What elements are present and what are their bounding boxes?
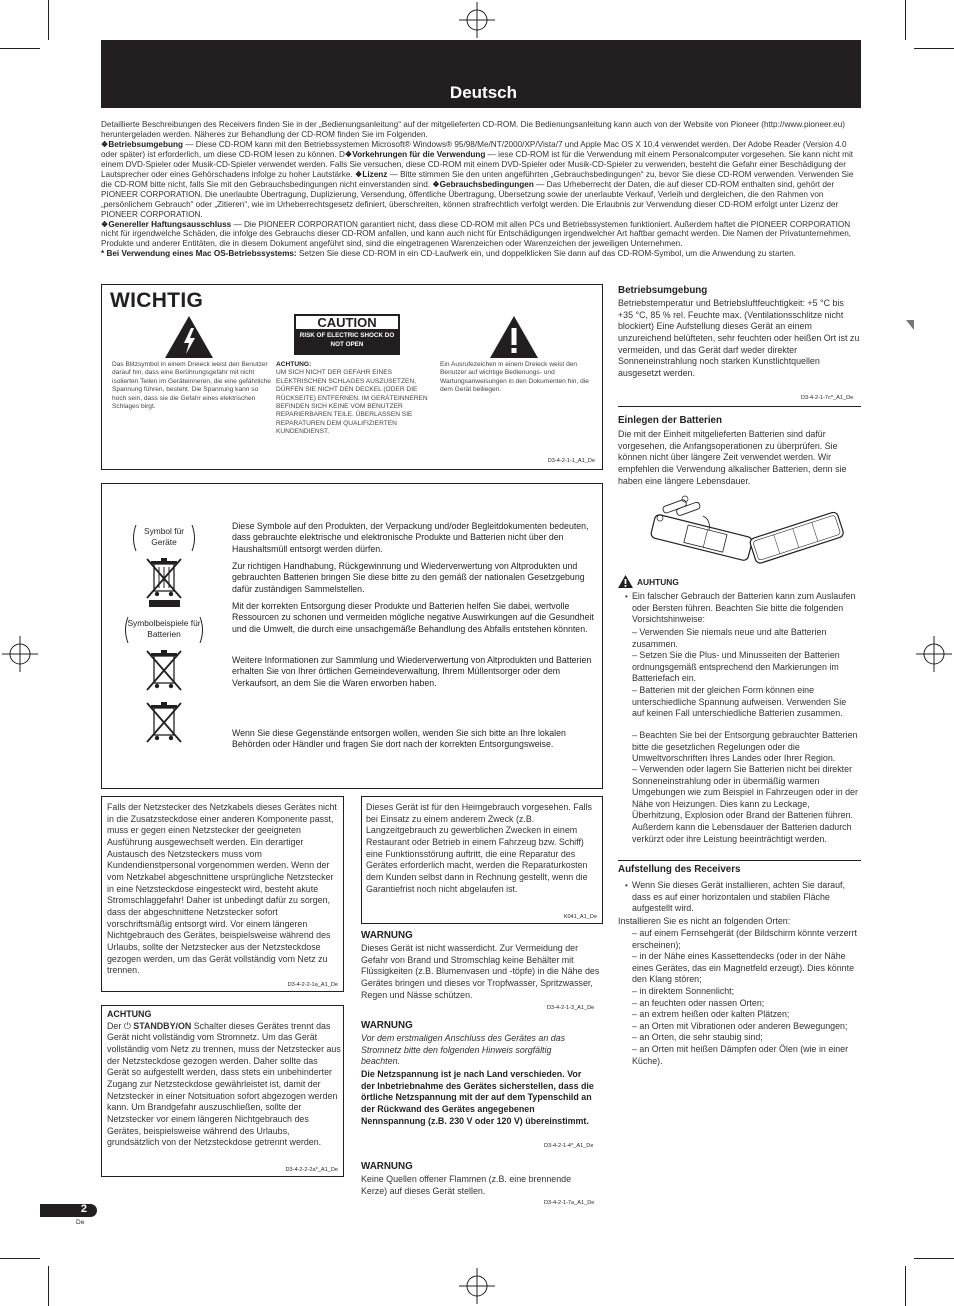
- list-item: – an Orten mit Vibrationen oder anderen Bewegungen;: [632, 1021, 848, 1031]
- intro-section: [101, 120, 861, 259]
- warning-head: WARNUNG: [361, 1020, 413, 1031]
- disposal-box: [101, 483, 603, 789]
- battery-caution-head: AUHTUNG: [637, 577, 679, 587]
- disclaimer-label: ❖Genereller Haftungsausschluss: [101, 219, 232, 229]
- document-code: D3-4-2-1-7c*_A1_De: [801, 395, 854, 401]
- placement-intro: Installieren Sie es nicht an folgenden Orten:: [618, 916, 791, 926]
- mac-note-label: * Bei Verwendung eines Mac OS-Betriebssystems:: [101, 249, 297, 259]
- warning-water-text: Dieses Gerät ist nicht wasserdicht. Zur Vermeidung der Gefahr von Brand und Stromschlag keine Behälter mit Flüssigkeiten (z.B. Blumenvasen und -töpfe) in die Nähe des Gerätes bringen und dieses vor Tropfwasser, Spritzwasser, Regen und Nässe schützen.: [361, 943, 600, 1000]
- battery-caution-bullet: Ein falscher Gebrauch der Batterien kann zum Auslaufen oder Bersten führen. Beachten Sie bitte die folgenden Vorsichtshinweise:: [632, 591, 856, 625]
- remote-battery-illustration: [645, 494, 845, 574]
- page-number-tab: [40, 1204, 97, 1217]
- operating-environment-text: Betriebstemperatur und Betriebsluftfeuchtigkeit: +5 °C bis +35 °C, 85 % rel. Feuchte max. (Ventilationsschlitze nicht blockiert) Eine Aufstellung dieses Gerät an einem unzureichend belüfteten, sehr feuchten oder heißen Ort ist zu vermeiden, und das Gerät darf weder direkter Sonneneinstrahlung noch starken Kunstlichtquellen ausgesetzt werden.: [618, 298, 860, 378]
- crop-mark: [48, 1266, 49, 1306]
- terms-of-use-label: ❖Gebrauchsbedingungen: [432, 179, 534, 189]
- warning-voltage-intro: Vor dem erstmaligen Anschluss des Gerätes an das Stromnetz bitte den folgenden Hinweis sorgfältig beachten.: [361, 1033, 566, 1067]
- warning-triangle-icon: [618, 575, 633, 588]
- document-code: D3-4-2-1-1_A1_De: [547, 458, 595, 464]
- crossed-bin-icon: [144, 700, 184, 746]
- precautions-text: — iese CD-ROM ist für die Verwendung mit einem Personalcomputer vorgesehen. Sie kann nicht mit einem DVD-Spieler oder Musik-CD-Spieler verwendet werden. Falls Sie versuchen, diese CD-ROM mit einem DVD-Spieler oder Musik-CD-Spieler zu verwenden, besteht die Gefahr einer Beschädigung der Lautsprecher oder eines Gehörschadens infolge zu hoher Lautstärke.: [101, 149, 854, 179]
- bullet-icon: •: [625, 881, 628, 890]
- document-code: D3-4-2-2-2a*_A1_De: [285, 1167, 338, 1173]
- lightning-explanation: Das Blitzsymbol in einem Dreieck weist den Benutzer darauf hin, dass eine Berührungsgefahr mit nicht isolierten Teilen im Geräteinneren, die eine gefährliche Spannung führen, besteht. Die Spannung kann so hoch sein, dass sie die Gefahr eines elektrischen Schlages birgt.: [112, 361, 271, 411]
- exclamation-explanation: Ein Ausrufezeichen in einem Dreieck weist den Benutzer auf wichtige Bedienungs- und Wartungsanweisungen in den Dokumenten hin, die dem Gerät beiliegen.: [440, 361, 589, 394]
- battery-symbol-label: Symbolbeispiele für Batterien: [127, 618, 201, 639]
- disposal-paragraph: Diese Symbole auf den Produkten, der Verpackung und/oder Begleitdokumenten bedeuten, dass gebrauchte elektrische und elektronische Produkte und Batterien nicht über den Haushaltsmüll entsorgt werden dürfen.: [232, 521, 589, 554]
- section-head-receiver-placement: Aufstellung des Receivers: [618, 864, 741, 875]
- bullet-icon: •: [625, 592, 628, 601]
- list-item: – an Orten mit heißen Dämpfen oder Ölen (wie in einer Küche).: [632, 1044, 849, 1066]
- disclaimer-paragraph: [101, 220, 861, 250]
- terms-of-use-text: — Das Urheberrecht der Daten, die auf dieser CD-ROM enthalten sind, gehört der PIONEER CORPORATION. Die unerlaubte Übertragung, Duplizierung, Versendung, öffentliche Übertragung, Übersetzung sowie der unerlaubte Verkauf, Verleih und dergleichen, die den Rahmen von „persönlichem Gebrauch“ oder „Zitieren“, wie im Urheberrechtsgesetz definiert, überschreiten, können strafrechtlich verfolgt werden. Die Erlaubnis zur Verwendung dieser CD-ROM erfolgt unter Lizenz der PIONEER CORPORATION.: [101, 179, 839, 219]
- standby-caution-head: ACHTUNG: [107, 1009, 152, 1019]
- disposal-paragraph: Mit der korrekten Entsorgung dieser Produkte und Batterien helfen Sie dabei, wertvolle Ressourcen zu schonen und vermeiden mögliche negative Auswirkungen auf die Gesundheit und die Umwelt, die durch eine unsachgemäße Behandlung des Abfalls entstehen könnten.: [232, 601, 594, 634]
- crop-mark: [914, 48, 954, 49]
- document-code: D3-4-2-2-1a_A1_De: [287, 982, 338, 988]
- list-item: – an Orten, die sehr staubig sind;: [632, 1032, 763, 1042]
- crop-mark: [0, 1258, 40, 1259]
- corner-marker-icon: [906, 320, 914, 330]
- standby-caution-text: [107, 1009, 341, 1149]
- list-item: – Beachten Sie bei der Entsorgung gebrauchter Batterien bitte die gesetzlichen Regelungen oder die Umweltvorschriften Ihres Landes oder Ihrer Region.: [632, 730, 858, 764]
- registration-mark-icon: [459, 1268, 495, 1304]
- black-bar-icon: [149, 600, 180, 607]
- operating-env-label: ❖Betriebsumgebung: [101, 139, 183, 149]
- warning-flame-text: Keine Quellen offener Flammen (z.B. eine brennende Kerze) auf dieses Gerät stellen.: [361, 1174, 572, 1196]
- power-plug-box: [101, 796, 344, 992]
- caution-subtitle: RISK OF ELECTRIC SHOCK DO NOT OPEN: [299, 332, 395, 348]
- registration-mark-icon: [459, 2, 495, 38]
- crop-mark: [905, 1266, 906, 1306]
- power-icon: ⏻: [123, 1020, 131, 1031]
- important-title: WICHTIG: [110, 289, 204, 312]
- crop-mark: [914, 1258, 954, 1259]
- document-code: D3-4-2-1-7a_A1_De: [544, 1200, 595, 1206]
- list-item: – Verwenden oder lagern Sie Batterien nicht bei direkter Sonneneinstrahlung oder in übermäßig warmen Umgebungen wie zum Beispiel in Fahrzeugen oder in der Nähe von Heizungen. Dies kann zu Leckage, Überhitzung, Explosion oder Brand der Batterien führen. Außerdem kann die Lebensdauer der Batterien dadurch verkürzt oder ihre Leistung beeinträchtigt werden.: [632, 764, 858, 844]
- caution-explanation-text: UM SICH NICHT DER GEFAHR EINES ELEKTRISCHEN SCHLAGES AUSZUSETZEN, DÜRFEN SIE NICHT DEN DECKEL (ODER DIE RÜCKSEITE) ENTFERNEN. IM GERÄTEINNEREN BEFINDEN SICH KEINE VOM BENUTZER REPARIERBAREN TEILE. ÜBERLASSEN SIE REPARATUREN DEM QUALIFIZIERTEN KUNDENDIENST.: [276, 369, 428, 436]
- cdrom-terms-paragraph: [101, 140, 861, 220]
- standby-pre: Der: [107, 1020, 124, 1031]
- section-head-operating-environment: Betriebsumgebung: [618, 285, 708, 296]
- mac-note-text: Setzen Sie diese CD-ROM in ein CD-Laufwerk ein, und doppelklicken Sie dann auf das CD-ROM-Symbol, um die Anwendung zu starten.: [296, 249, 796, 259]
- operating-env-text: — Diese CD-ROM kann mit den Betriebssystemen Microsoft® Windows® 95/98/Me/NT/2000/XP/Vista/7 und Apple Mac OS X 10.4 verwendet werden. Der Adobe Reader (Version 4.0 oder später) ist erforderlich, um diese CD-ROM lesen zu können. D: [101, 139, 847, 159]
- disposal-paragraph: Zur richtigen Handhabung, Rückgewinnung und Wiederverwertung von Altprodukten und gebrauchten Batterien bringen Sie diese bitte zu den gemäß der nationalen Gesetzgebung dafür zuständigen Sammelstellen.: [232, 561, 585, 594]
- crop-mark: [48, 0, 49, 40]
- standby-body: Schalter dieses Gerätes trennt das Gerät nicht vollständig vom Stromnetz. Um das Gerät vollständig vom Netz zu trennen, muss der Netzstecker aus der Netzsteckdose gezogen werden. Daher sollte das Gerät so aufgestellt werden, dass stets ein unbehinderter Zugang zur Netzsteckdose gewährleistet ist, damit der Netzstecker in einer Notsituation sofort abgezogen werden kann. Um Brandgefahr auszuschließen, sollte der Netzstecker vor einem längeren Nichtgebrauch des Gerätes, beispielsweise während des Urlaubs, grundsätzlich von der Netzsteckdose getrennt werden.: [107, 1020, 341, 1148]
- important-box: [101, 284, 603, 470]
- warning-voltage-text: Die Netzspannung ist je nach Land verschieden. Vor der Inbetriebnahme des Gerätes sicherstellen, dass die örtliche Netzspannung mit der auf dem Typenschild an der Rückwand des Gerätes angegebenen Nennspannung (z.B. 230 V oder 120 V) übereinstimmt.: [361, 1069, 594, 1126]
- section-divider: [618, 860, 861, 861]
- crossed-bin-icon: [144, 648, 184, 694]
- precautions-label: ❖Vorkehrungen für die Verwendung: [344, 149, 486, 159]
- caution-explanation: [276, 361, 434, 437]
- caution-explanation-head: ACHTUNG:: [276, 361, 312, 368]
- crop-mark: [0, 48, 40, 49]
- section-head-batteries: Einlegen der Batterien: [618, 415, 722, 426]
- mac-note: [101, 249, 861, 259]
- intro-paragraph: Detaillierte Beschreibungen des Receivers finden Sie in der „Bedienungsanleitung“ auf der mitgelieferten CD-ROM. Die Bedienungsanleitung kann auch von der Website von Pioneer (http://www.pioneer.eu) heruntergeladen werden. Näheres zur Behandlung der CD-ROM finden Sie im Folgenden.: [101, 120, 845, 139]
- caution-label: [294, 314, 400, 355]
- list-item: – Setzen Sie die Plus- und Minusseiten der Batterien ordnungsgemäß entsprechend den Markierungen im Batteriefach ein.: [632, 650, 840, 684]
- document-code: D3-4-2-1-3_A1_De: [547, 1005, 595, 1011]
- standby-caution-box: [101, 1005, 344, 1177]
- registration-mark-icon: [916, 636, 952, 672]
- list-item: – an extrem heißen oder kalten Plätzen;: [632, 1009, 790, 1019]
- warning-head: WARNUNG: [361, 1161, 413, 1172]
- list-item: – an feuchten oder nassen Orten;: [632, 998, 765, 1008]
- caution-word: CAUTION: [296, 316, 398, 329]
- section-divider: [618, 406, 861, 407]
- license-text: — Bitte stimmen Sie den unten angeführten „Gebrauchsbedingungen“ zu, bevor Sie diese CD-ROM verwenden. Verwenden Sie die CD-ROM bitte nicht, falls Sie mit den Gebrauchsbedingungen nicht einverstanden sind.: [101, 169, 854, 189]
- page-title: Deutsch: [449, 83, 517, 102]
- lightning-triangle-icon: [164, 315, 214, 359]
- exclamation-triangle-icon: [489, 315, 539, 359]
- standby-switch-label: STANDBY/ON: [130, 1020, 192, 1031]
- crop-mark: [905, 0, 906, 40]
- document-code: D3-4-2-1-4*_A1_De: [544, 1143, 594, 1149]
- list-item: – Batterien mit der gleichen Form können eine unterschiedliche Spannung aufweisen. Verwenden Sie auf keinen Fall unterschiedliche Batterien zusammen.: [632, 685, 847, 719]
- page-number: 2: [80, 1203, 87, 1215]
- home-use-text: Dieses Gerät ist für den Heimgebrauch vorgesehen. Falls bei Einsatz zu einem anderem Zweck (z.B. Langzeitgebrauch zu gewerblichen Zwecken in einem Restaurant oder Betrieb in einem Fahrzeug bzw. Schiff) eine Funktionsstörung auftritt, die eine Reparatur des Gerätes erforderlich macht, werden die Reparaturkosten dem Kunden selbst dann in Rechnung gestellt, wenn die Garantiefrist noch nicht abgelaufen ist.: [366, 802, 592, 894]
- document-code: K041_A1_De: [563, 914, 597, 920]
- disposal-paragraph: Weitere Informationen zur Sammlung und Wiederverwertung von Altprodukten und Batterien erhalten Sie von Ihrer örtlichen Gemeindeverwaltung, Ihrem Müllentsorger oder dem Verkaufsort, an dem Sie die Waren erworben haben.: [232, 655, 592, 688]
- device-symbol-label: Symbol für Geräte: [143, 526, 185, 547]
- power-plug-text: Falls der Netzstecker des Netzkabels dieses Gerätes nicht in die Zusatzsteckdose einer anderen Komponente passt, muss er gegen einen Netzstecker der geeigneten Ausführung ausgewechselt werden. Ein derartiger Austausch des Netzsteckers muss vom Kundendienstpersonal vorgenommen werden. Wenn der vom Netzkabel abgeschnittene ursprüngliche Netzstecker in eine Netzsteckdose eingesteckt wird, besteht akute Stromschlaggefahr! Daher ist unbedingt dafür zu sorgen, dass der abgeschnittene Netzstecker sofort vorschriftsmäßig entsorgt wird. Vor einem längeren Nichtgebrauch des Gerätes, beispielsweise während des Urlaubs, sollte der Netzstecker aus der Netzsteckdose gezogen werden, um das Gerät vollständig vom Netz zu trennen.: [107, 802, 337, 976]
- list-item: – auf einem Fernsehgerät (der Bildschirm könnte verzerrt erscheinen);: [632, 928, 857, 950]
- home-use-box: [361, 796, 603, 924]
- warning-head: WARNUNG: [361, 930, 413, 941]
- batteries-text: Die mit der Einheit mitgelieferten Batterien sind dafür vorgesehen, die Anfangsoperationen zu überprüfen. Sie können nicht über längere Zeit verwendet werden. Wir empfehlen die Verwendung alkalischer Batterien, denn sie haben eine längere Lebensdauer.: [618, 429, 847, 486]
- license-label: ❖Lizenz: [354, 169, 388, 179]
- list-item: – in der Nähe eines Kassettendecks (oder in der Nähe eines Gerätes, das ein Magnetfeld erzeugt). Dies könnte den Klang stören;: [632, 951, 855, 985]
- header-bar: [101, 40, 861, 108]
- registration-mark-icon: [2, 636, 38, 672]
- page-language: De: [76, 1219, 85, 1226]
- disposal-paragraph: Wenn Sie diese Gegenstände entsorgen wollen, wenden Sie sich bitte an Ihre lokalen Behörden oder Händler und fragen Sie dort nach der korrekten Entsorgungsweise.: [232, 728, 566, 750]
- list-item: – in direktem Sonnenlicht;: [632, 986, 735, 996]
- disclaimer-text: — Die PIONEER CORPORATION garantiert nicht, dass diese CD-ROM mit allen PCs und Betriebssystemen funktioniert. Außerdem haftet die PIONEER CORPORATION nicht für irgendwelche Schäden, die infolge des Gebrauchs dieser CD-ROM anfallen, und kann auch nicht für Entschädigungen irgendwelcher Art haftbar gemacht werden. Die Namen der Privatunternehmen, Produkte und anderer Entitäten, die in diesem Dokument angeführt sind, sind die eingetragenen Warenzeichen oder Warenzeichen der jeweiligen Unternehmen.: [101, 219, 852, 249]
- placement-bullet: Wenn Sie dieses Gerät installieren, achten Sie darauf, dass es auf einer horizontalen und stabilen Fläche aufgestellt wird.: [632, 880, 845, 914]
- list-item: – Verwenden Sie niemals neue und alte Batterien zusammen.: [632, 627, 827, 649]
